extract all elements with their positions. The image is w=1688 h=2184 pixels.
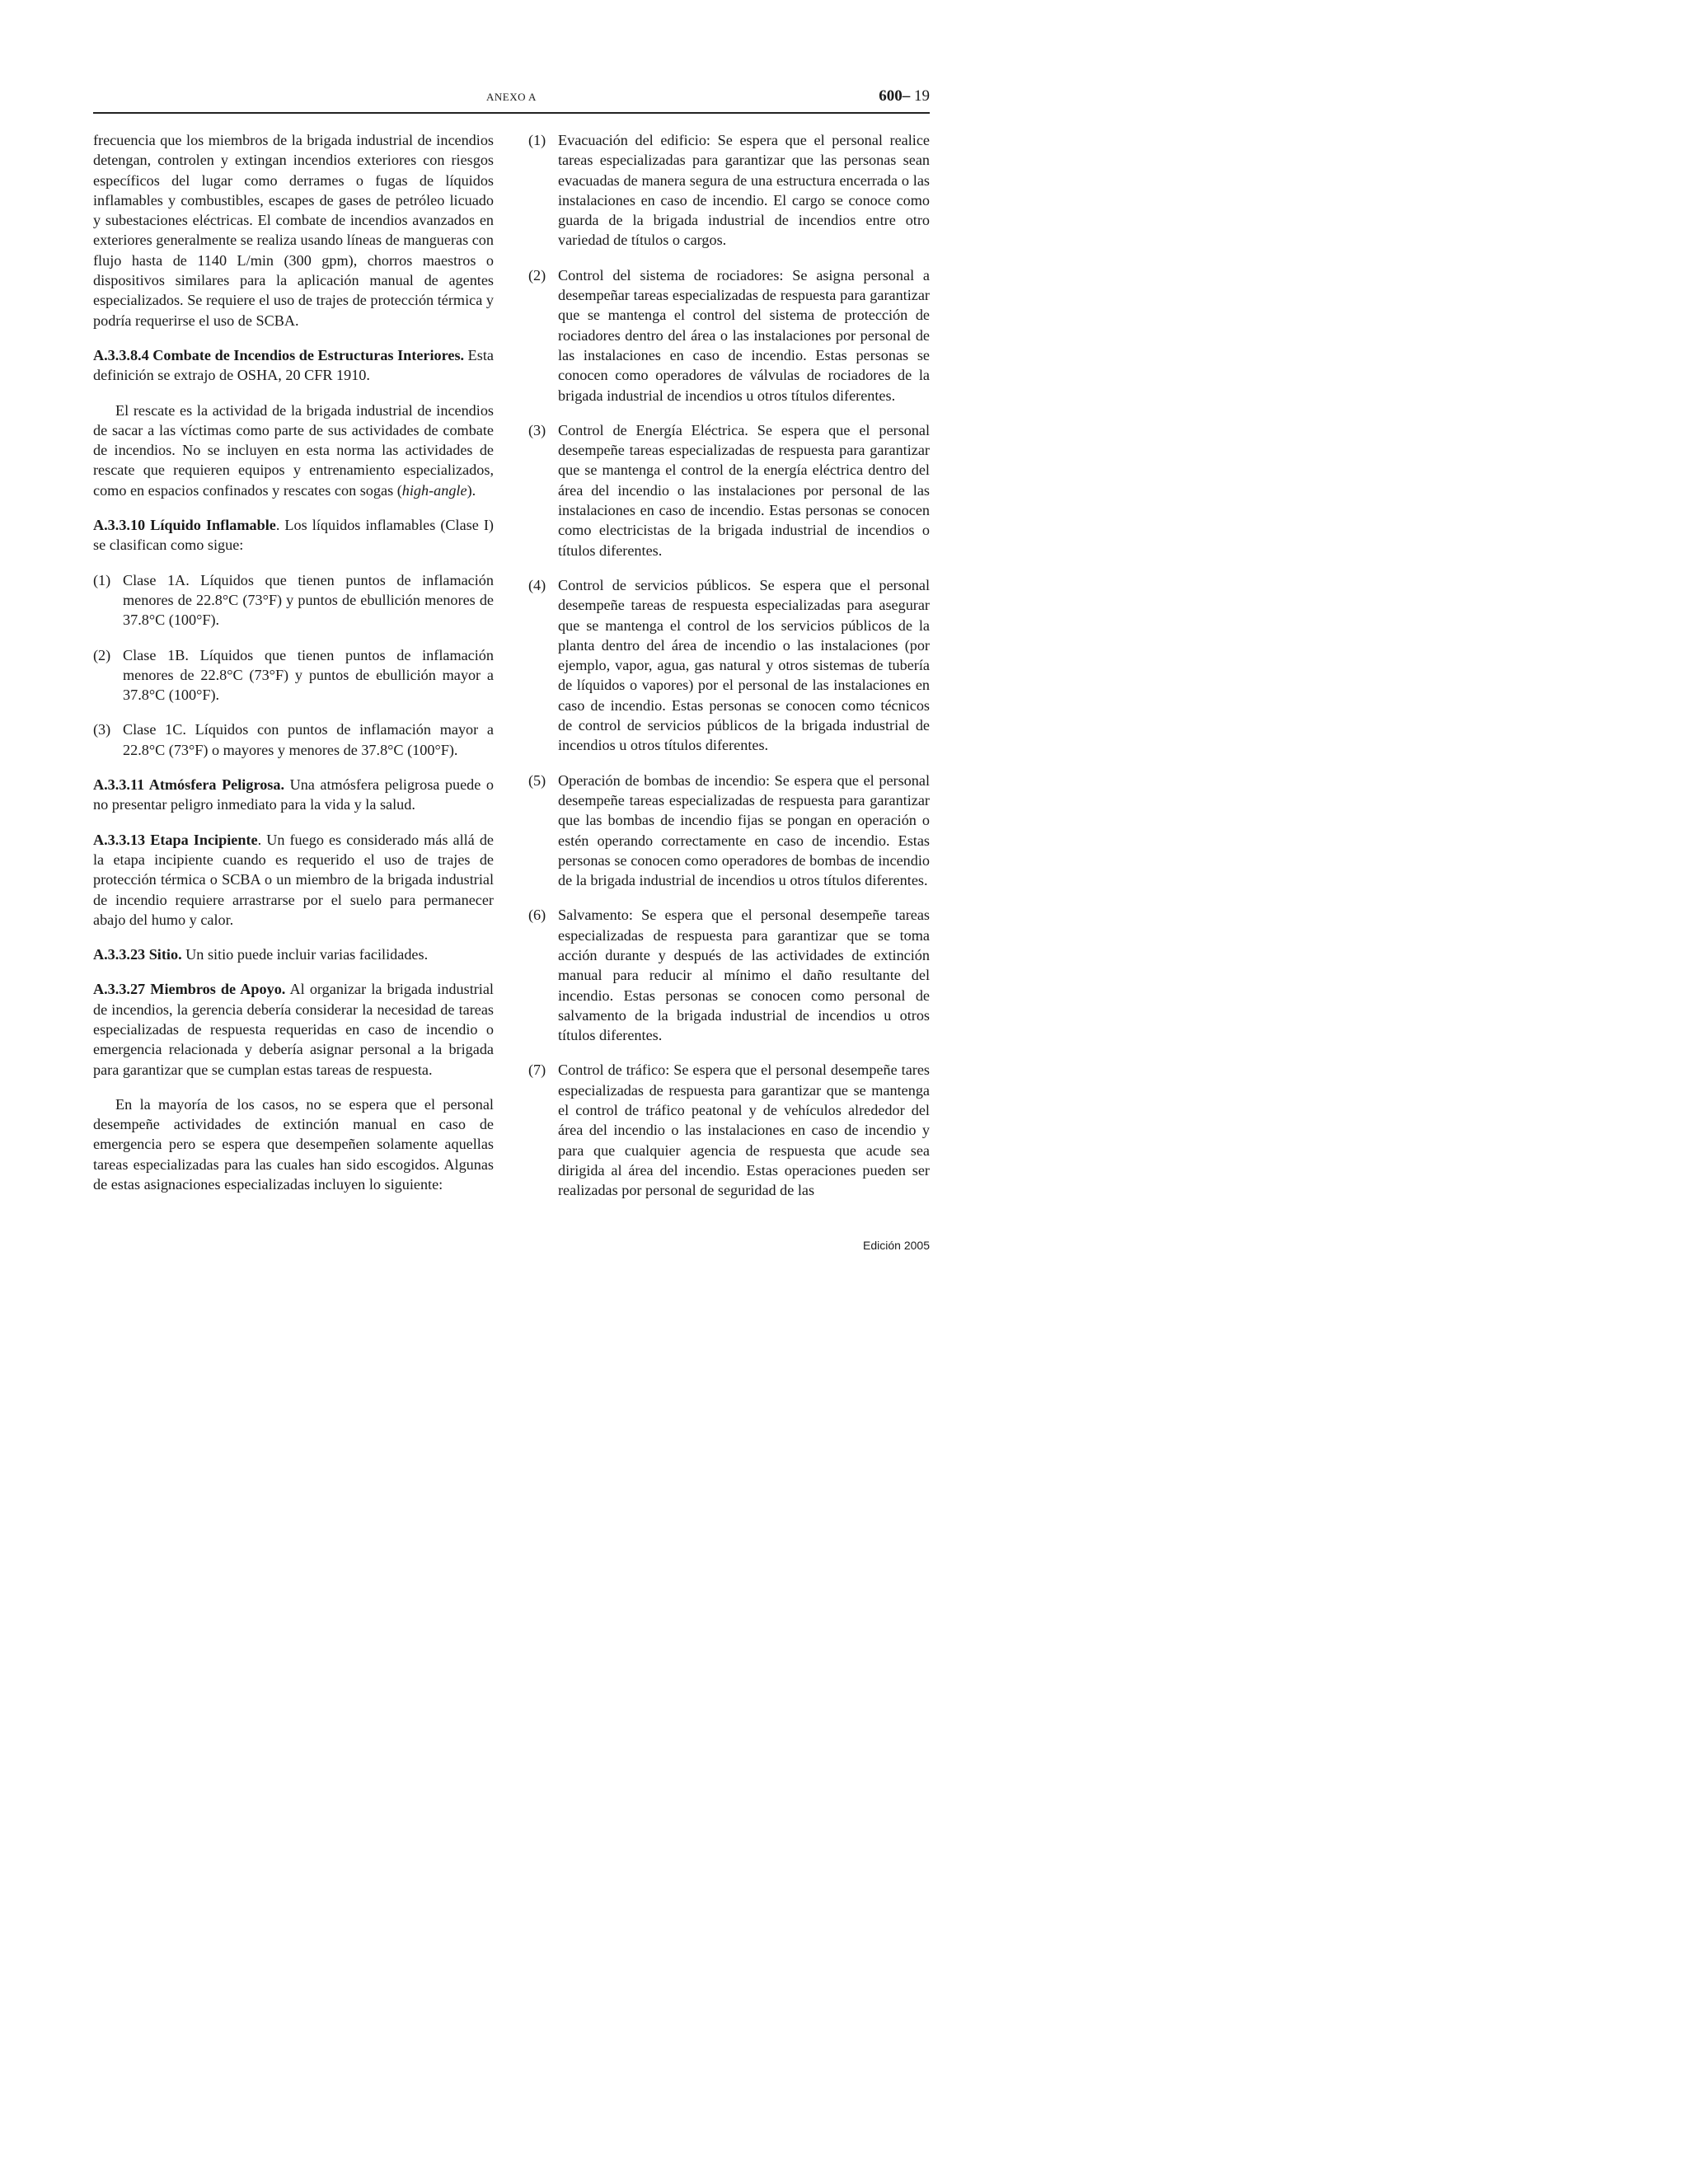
paragraph-continuation: frecuencia que los miembros de la brigada industrial de incendios detengan, controlen y extingan incendios exteriores con riesgos específicos del lugar como derrames o fugas de líquidos inflamables y combustibles, escapes de gases de petróleo licuado y subestaciones eléctricas. El combate de incendios avanzados en exteriores generalmente se realiza usando líneas de mangueras con flujo hasta de 1140 L/min (300 gpm), chorros maestros o dispositivos similares para la aplicación manual de agentes especializados. Se requiere el uso de trajes de protección térmica y podría requerirse el uso de SCBA.	[93, 132, 494, 329]
list-item	[528, 771, 930, 891]
list-item	[93, 719, 494, 760]
list-item	[93, 645, 494, 705]
paragraph-rescue	[93, 401, 494, 500]
section-heading: A.3.3.13 Etapa Incipiente	[93, 831, 258, 848]
list-text: Operación de bombas de incendio: Se espera que el personal desempeñe tareas especializadas de respuesta para garantizar que las bombas de incendio fijas se pongan en operación o estén operando correctamente en caso de incendio. Estas personas se conocen como operadores de bombas de incendio de la brigada industrial de incendios u otros títulos diferentes.	[558, 771, 930, 889]
list-number: (1)	[93, 571, 111, 588]
list-item	[528, 575, 930, 756]
list-text: Control del sistema de rociadores: Se asigna personal a desempeñar tareas especializadas de respuesta para garantizar que se mantenga el control del sistema de protección de rociadores dentro del área o las instalaciones por personal de las instalaciones en caso de incendio. Estas personas se conocen como operadores de válvulas de rociadores de la brigada industrial de incendios u otros títulos diferentes.	[558, 266, 930, 404]
page-header	[93, 87, 930, 114]
standard-number: 600–	[879, 87, 911, 105]
list-text: Clase 1A. Líquidos que tienen puntos de inflamación menores de 22.8°C (73°F) y puntos de ebullición menores de 37.8°C (100°F).	[123, 571, 494, 629]
section-heading: A.3.3.8.4 Combate de Incendios de Estructuras Interiores.	[93, 346, 465, 363]
page-number	[879, 87, 930, 105]
section-a3327	[93, 979, 494, 1079]
paragraph-last: En la mayoría de los casos, no se espera que el personal desempeñe actividades de extinción manual en caso de emergencia pero se espera que desempeñen solamente aquellas tareas especializadas para las cuales han sido escogidos. Algunas de estas asignaciones especializadas incluyen lo siguiente:	[93, 1095, 494, 1193]
section-a3310	[93, 515, 494, 555]
list-number: (5)	[528, 771, 546, 789]
list-text: Clase 1B. Líquidos que tienen puntos de inflamación menores de 22.8°C (73°F) y puntos de ebullición mayor a 37.8°C (100°F).	[123, 646, 494, 704]
section-heading: A.3.3.11 Atmósfera Peligrosa.	[93, 776, 285, 794]
paragraph-text: El rescate es la actividad de la brigada industrial de incendios de sacar a las víctimas como parte de sus actividades de combate de incendios. No se incluyen en esta norma las actividades de rescate que requieren equipos y entrenamiento especializados, como en espacios confinados y rescates con sogas (	[93, 401, 494, 499]
list-text: Salvamento: Se espera que el personal desempeñe tareas especializadas de respuesta para garantizar que se toma acción durante y después de las actividades de extinción manual para reducir al mínimo el daño resultante del incendio. Estas personas se conocen como personal de salvamento de la brigada industrial de incendios u otros títulos diferentes.	[558, 907, 930, 1044]
list-number: (3)	[528, 421, 546, 438]
section-heading: A.3.3.10 Líquido Inflamable	[93, 517, 276, 534]
list-number: (2)	[528, 266, 546, 284]
list-number: (1)	[528, 132, 546, 148]
left-column	[93, 130, 494, 1209]
italic-term: high-angle	[401, 481, 467, 499]
section-a3313	[93, 830, 494, 930]
list-number: (2)	[93, 646, 111, 663]
section-a3311	[93, 775, 494, 815]
list-number: (7)	[528, 1062, 546, 1079]
list-text: Control de tráfico: Se espera que el personal desempeñe tares especializadas de respuesta para garantizar que se mantenga el control de tráfico peatonal y de vehículos alrededor del área del incendio o las instalaciones en caso de incendio y para que cualquier agencia de respuesta que acude sea dirigida al área del incendio. Estas operaciones pueden ser realizadas por personal de seguridad de las	[558, 1062, 930, 1199]
edition-footer: Edición 2005	[863, 1239, 930, 1252]
section-heading: A.3.3.23 Sitio.	[93, 946, 182, 963]
section-text: Un sitio puede incluir varias facilidades.	[181, 946, 429, 963]
section-text: . Un fuego es considerado más allá de la etapa incipiente cuando es requerido el uso de trajes de protección térmica o SCBA o un miembro de la brigada industrial de incendio requiere arrastrarse por el suelo para permanecer abajo del humo y calor.	[93, 831, 494, 928]
list-text: Control de servicios públicos. Se espera que el personal desempeñe tareas de respuesta especializadas para asegurar que se mantenga el control de los servicios públicos de la planta dentro del área de incendio o las instalaciones (por ejemplo, vapor, agua, gas natural y otros sistemas de tubería de líquidos o vapores) por el personal de las instalaciones en caso de incendio. Estas personas se conocen como técnicos de control de servicios públicos de la brigada industrial de incendios u otros títulos diferentes.	[558, 576, 930, 754]
running-head: ANEXO A	[486, 91, 537, 103]
list-item	[528, 130, 930, 251]
list-text: Evacuación del edificio: Se espera que el personal realice tareas especializadas para garantizar que las personas sean evacuadas de manera segura de una estructura encerrada o las instalaciones en caso de incendio. El cargo se conoce como guarda de la brigada industrial de incendios entre otro variedad de títulos o cargos.	[558, 132, 930, 249]
list-text: Control de Energía Eléctrica. Se espera que el personal desempeñe tareas especializadas de respuesta para garantizar que se mantenga el control de la energía eléctrica dentro del área del incendio o las instalaciones por personal de las instalaciones en caso de incendio. Estas personas se conocen como electricistas de la brigada industrial de incendios o títulos diferentes.	[558, 421, 930, 559]
right-column	[528, 130, 930, 1216]
page-number-value: 19	[914, 87, 930, 105]
section-text: Una atmósfera peligrosa puede o no presentar peligro inmediato para la vida y la salud.	[93, 776, 494, 813]
list-item	[93, 570, 494, 630]
list-text: Clase 1C. Líquidos con puntos de inflamación mayor a 22.8°C (73°F) o mayores y menores de 37.8°C (100°F).	[123, 721, 494, 758]
section-a3323	[93, 944, 494, 964]
list-item	[528, 1060, 930, 1200]
list-number: (3)	[93, 721, 111, 738]
section-text: . Los líquidos inflamables (Clase I) se clasifican como sigue:	[93, 517, 494, 554]
section-heading: A.3.3.27 Miembros de Apoyo.	[93, 981, 286, 998]
paragraph-text-end: ).	[467, 481, 476, 499]
list-item	[528, 905, 930, 1045]
section-a3384	[93, 345, 494, 386]
list-item	[528, 420, 930, 560]
list-item	[528, 265, 930, 405]
section-text: Al organizar la brigada industrial de incendios, la gerencia debería considerar la necesidad de tareas especializadas de respuesta requeridas en caso de incendio o emergencia relacionada y debería asignar personal a la brigada para garantizar que se cumplan estas tareas de respuesta.	[93, 981, 494, 1078]
section-text: Esta definición se extrajo de OSHA, 20 CFR 1910.	[93, 346, 494, 384]
list-number: (6)	[528, 907, 546, 924]
list-number: (4)	[528, 576, 546, 593]
